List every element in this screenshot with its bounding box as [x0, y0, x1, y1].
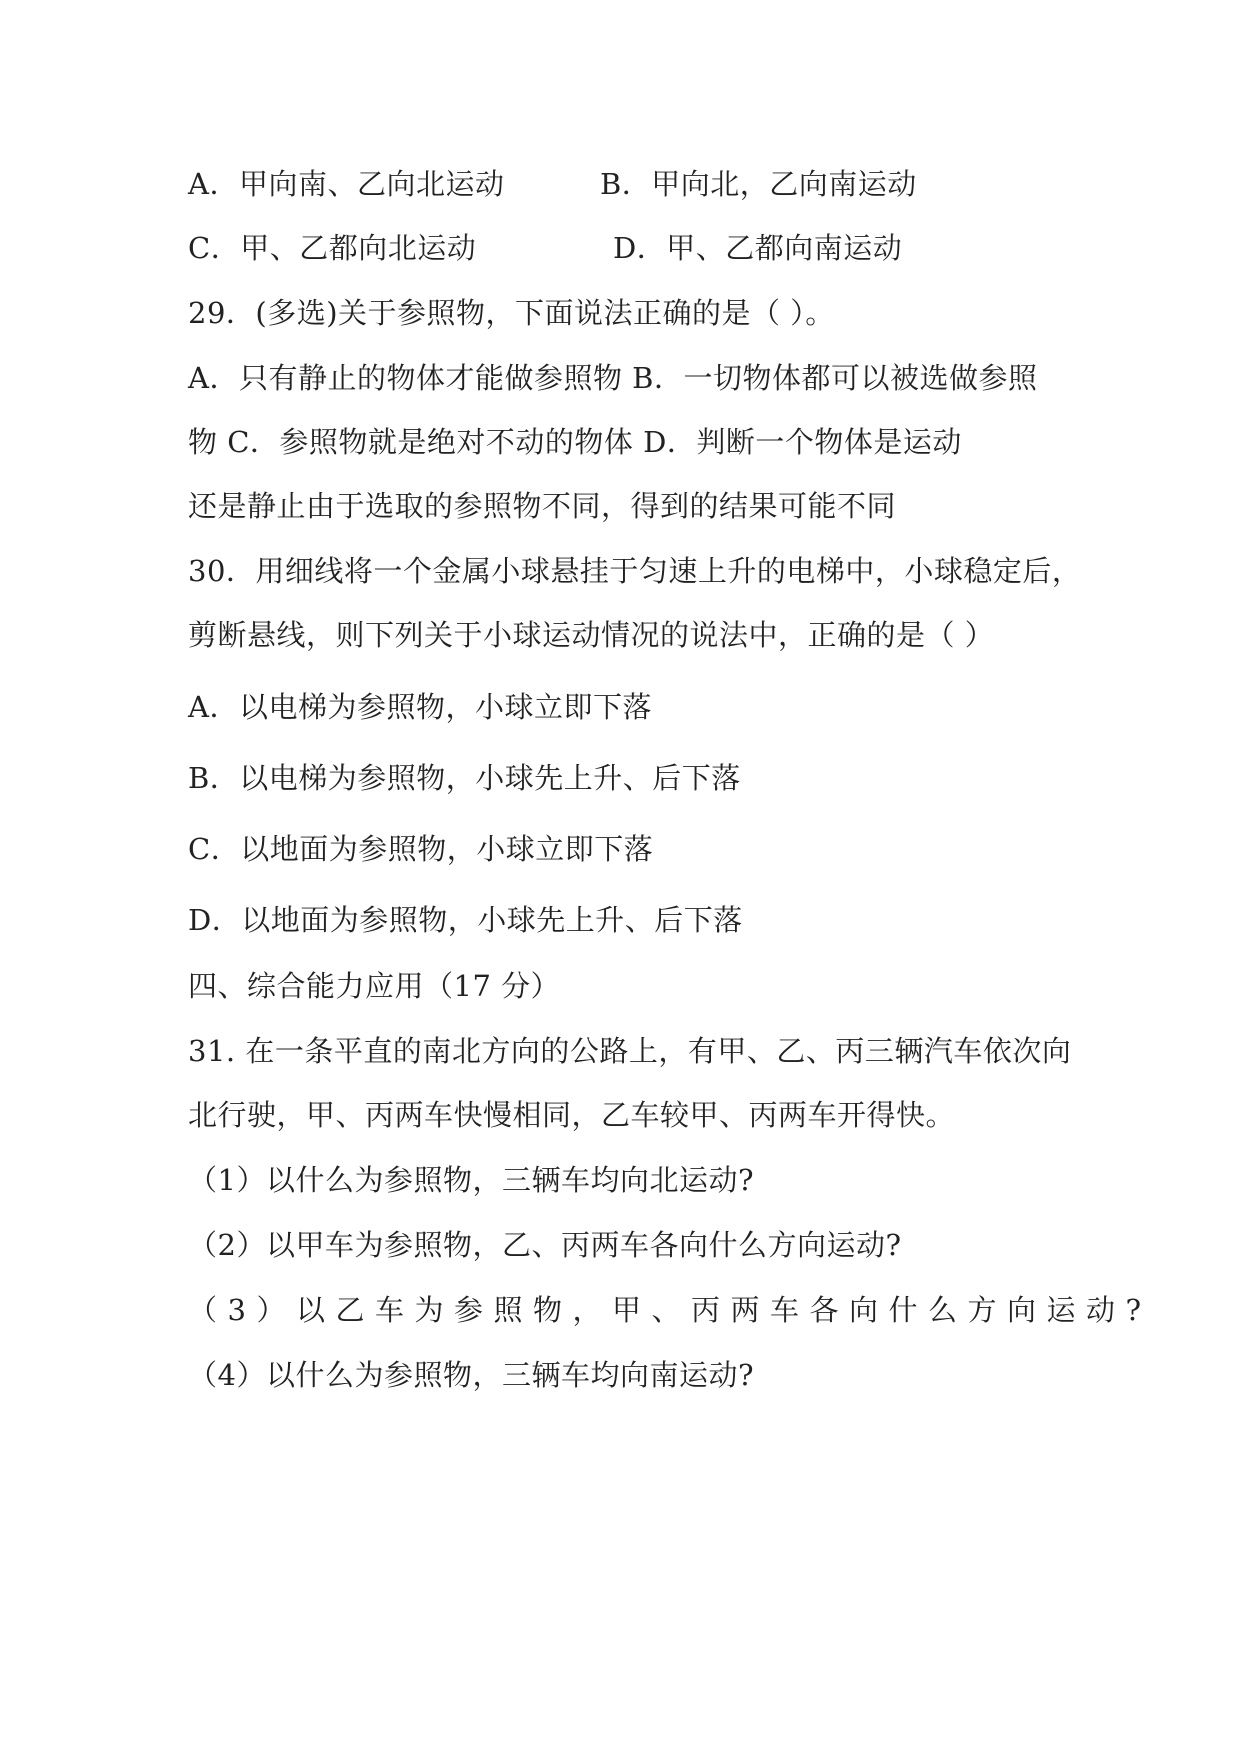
q29-options-line-3: 还是静止由于选取的参照物不同，得到的结果可能不同: [188, 489, 897, 523]
q31-sub-question-1: （1）以什么为参照物，三辆车均向北运动?: [188, 1163, 754, 1197]
q30-option-b: B．以电梯为参照物，小球先上升、后下落: [188, 761, 741, 795]
section-4-heading: 四、综合能力应用（17 分）: [188, 969, 561, 1003]
q30-option-d: D．以地面为参照物，小球先上升、后下落: [188, 903, 743, 937]
q31-sub-question-4: （4）以什么为参照物，三辆车均向南运动?: [188, 1358, 754, 1392]
q31-sub-question-3: （3）以乙车为参照物，甲、丙两车各向什么方向运动?: [188, 1293, 1152, 1327]
q31-stem-line-1: 31. 在一条平直的南北方向的公路上，有甲、乙、丙三辆汽车依次向: [188, 1034, 1072, 1068]
q29-stem: 29．(多选)关于参照物，下面说法正确的是（ ）。: [188, 296, 835, 330]
q28-option-a: A．甲向南、乙向北运动: [188, 167, 505, 201]
q29-options-line-1: A．只有静止的物体才能做参照物 B．一切物体都可以被选做参照: [188, 361, 1038, 395]
q30-stem-line-2: 剪断悬线，则下列关于小球运动情况的说法中，正确的是（ ）: [188, 618, 995, 652]
q28-option-c: C．甲、乙都向北运动: [188, 231, 477, 265]
q28-option-d: D．甲、乙都向南运动: [613, 231, 903, 265]
q30-option-c: C．以地面为参照物，小球立即下落: [188, 832, 654, 866]
q29-options-line-2: 物 C．参照物就是绝对不动的物体 D．判断一个物体是运动: [188, 425, 962, 459]
q30-stem-line-1: 30．用细线将一个金属小球悬挂于匀速上升的电梯中，小球稳定后，: [188, 554, 1082, 588]
q31-stem-line-2: 北行驶，甲、丙两车快慢相同，乙车较甲、丙两车开得快。: [188, 1098, 956, 1132]
q30-option-a: A．以电梯为参照物，小球立即下落: [188, 690, 652, 724]
q28-option-b: B．甲向北，乙向南运动: [600, 167, 917, 201]
q31-sub-question-2: （2）以甲车为参照物，乙、丙两车各向什么方向运动?: [188, 1228, 902, 1262]
